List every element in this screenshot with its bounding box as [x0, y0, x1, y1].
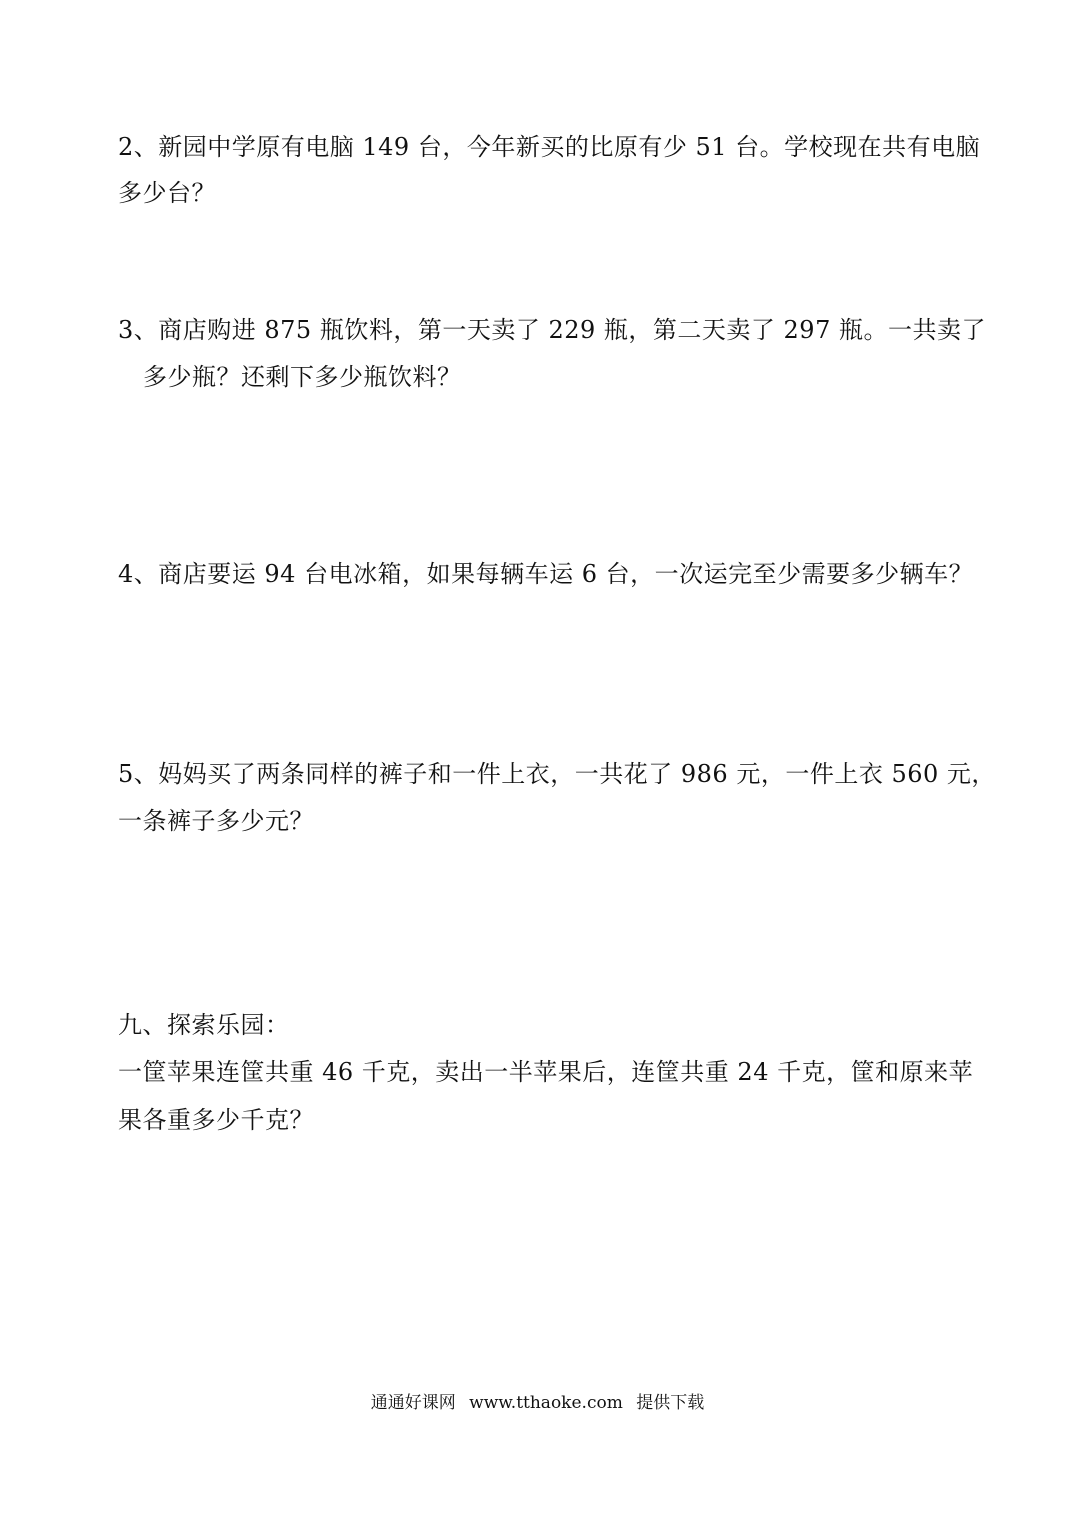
page-footer [0, 1392, 1075, 1414]
problem-4-line-1: 4、商店要运 94 台电冰箱，如果每辆车运 6 台，一次运完至少需要多少辆车？ [118, 560, 974, 588]
problem-5-line-2: 一条裤子多少元？ [118, 807, 314, 835]
section-9-line-1: 一筐苹果连筐共重 46 千克，卖出一半苹果后，连筐共重 24 千克，筐和原来苹 [118, 1058, 974, 1086]
problem-3-line-2: 多少瓶？还剩下多少瓶饮料？ [143, 363, 462, 391]
problem-3-line-1: 3、商店购进 875 瓶饮料，第一天卖了 229 瓶，第二天卖了 297 瓶。一共卖了 [118, 316, 986, 344]
footer-suffix: 提供下载 [636, 1393, 705, 1413]
footer-url: www.tthaoke.com [469, 1393, 623, 1413]
footer-site-name: 通通好课网 [370, 1393, 456, 1413]
section-9-heading: 九、探索乐园： [118, 1011, 290, 1039]
problem-2-line-1: 2、新园中学原有电脑 149 台，今年新买的比原有少 51 台。学校现在共有电脑 [118, 133, 981, 161]
section-9-line-2: 果各重多少千克？ [118, 1106, 314, 1134]
problem-5-line-1: 5、妈妈买了两条同样的裤子和一件上衣，一共花了 986 元，一件上衣 560 元， [118, 760, 996, 788]
problem-2-line-2: 多少台？ [118, 179, 216, 207]
